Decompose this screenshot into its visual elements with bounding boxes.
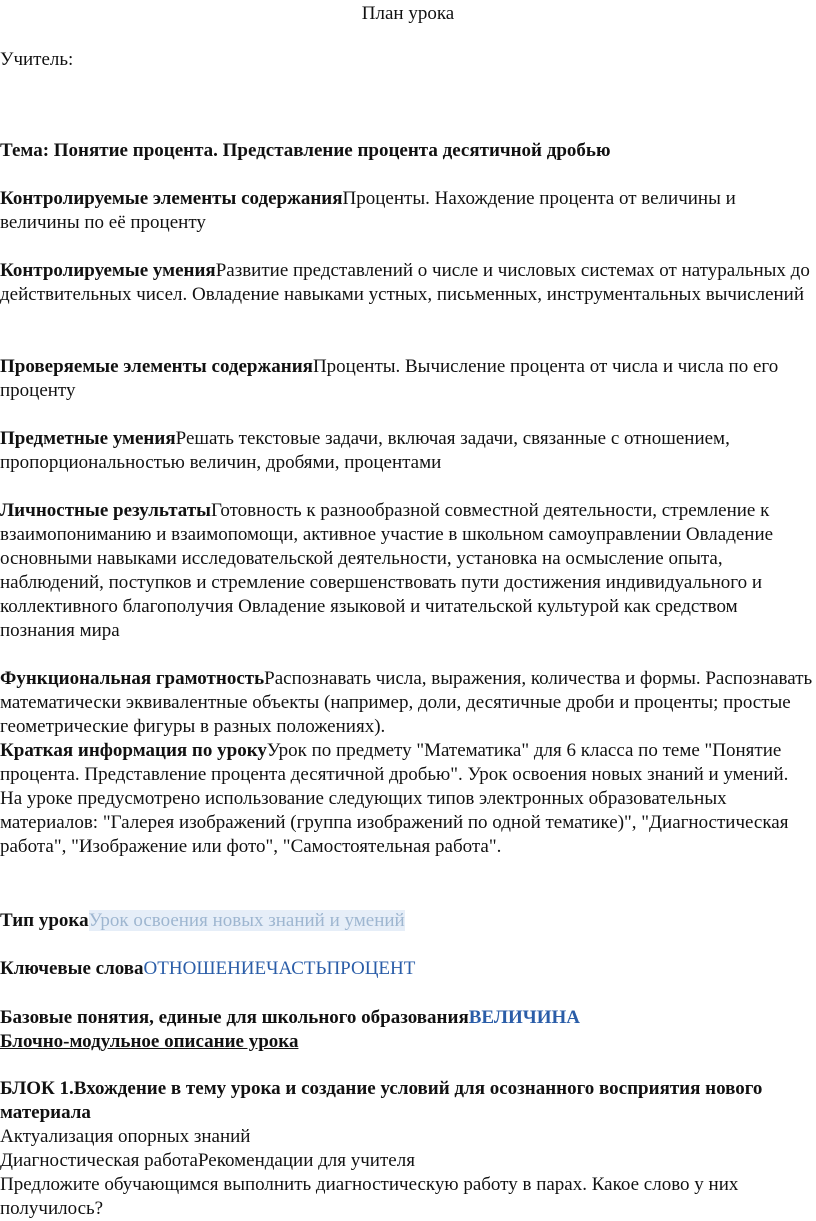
module-heading-text: Блочно-модульное описание урока — [0, 1031, 299, 1052]
checked-elements-text: Проценты. Вычисление процента от числа и числа по его проценту — [0, 356, 779, 401]
functional-literacy — [0, 667, 814, 739]
keywords-text: ОТНОШЕНИЕЧАСТЬПРОЦЕНТ — [143, 958, 416, 979]
block1-heading — [0, 1077, 814, 1125]
brief-info-text: Урок по предмету "Математика" для 6 класса по теме "Понятие процента. Представление процента десятичной дробью". Урок освоения новых знаний и умений. На уроке предусмотрено использование следующих типов электронных образовательных материалов: "Галерея изображений (группа изображений по одной тематике)", "Диагностическая работа", "Изображение или фото", "Самостоятельная работа". — [0, 740, 789, 857]
personal-results-label: Личностные результаты — [0, 500, 211, 521]
topic-text: Тема: Понятие процента. Представление процента десятичной дробью — [0, 140, 611, 161]
controlled-skills-label: Контролируемые умения — [0, 260, 216, 281]
block1-sub2 — [0, 1149, 814, 1173]
personal-results — [0, 499, 814, 643]
controlled-elements-text: Проценты. Нахождение процента от величины и величины по её проценту — [0, 188, 736, 233]
brief-info-label: Краткая информация по уроку — [0, 740, 267, 761]
checked-elements — [0, 355, 814, 403]
base-concepts-label: Базовые понятия, единые для школьного образования — [0, 1007, 469, 1028]
document-title: План урока — [361, 3, 455, 24]
lesson-type — [0, 909, 814, 933]
lesson-type-text: Урок освоения новых знаний и умений — [88, 910, 405, 931]
keywords-label: Ключевые слова — [0, 958, 144, 979]
block1-sub2-a: Диагностическая работа — [0, 1150, 198, 1171]
keywords — [0, 957, 814, 981]
functional-literacy-label: Функциональная грамотность — [0, 668, 265, 689]
block1-sub2-b: Рекомендации для учителя — [197, 1150, 415, 1171]
controlled-elements-label: Контролируемые элементы содержания — [0, 188, 343, 209]
checked-elements-label: Проверяемые элементы содержания — [0, 356, 313, 377]
personal-results-text: Готовность к разнообразной совместной деятельности, стремление к взаимопониманию и взаимопомощи, активное участие в школьном самоуправлении Овладение основными навыками исследовательской деятельности, установка на осмысление опыта, наблюдений, поступков и стремление совершенствовать пути достижения индивидуального и коллективного благополучия Овладение языковой и читательской культурой как средством познания мира — [0, 500, 774, 641]
brief-info — [0, 739, 814, 859]
block1-sub1: Актуализация опорных знаний — [0, 1126, 251, 1147]
controlled-elements — [0, 187, 814, 235]
base-concepts — [0, 1006, 814, 1030]
teacher-label: Учитель: — [0, 49, 74, 70]
block1-heading-text: БЛОК 1.Вхождение в тему урока и создание условий для осознанного восприятия нового материала — [0, 1078, 763, 1123]
block1-instruction: Предложите обучающимся выполнить диагностическую работу в парах. Какое слово у них получилось? — [0, 1174, 739, 1219]
controlled-skills — [0, 259, 814, 307]
lesson-type-label: Тип урока — [0, 910, 89, 931]
subject-skills-text: Решать текстовые задачи, включая задачи, связанные с отношением, пропорциональностью величин, дробями, процентами — [0, 428, 730, 473]
controlled-skills-text: Развитие представлений о числе и числовых системах от натуральных до действительных чисел. Овладение навыками устных, письменных, инструментальных вычислений — [0, 260, 810, 305]
base-concepts-text: ВЕЛИЧИНА — [468, 1007, 580, 1028]
subject-skills-label: Предметные умения — [0, 428, 176, 449]
functional-literacy-text: Распознавать числа, выражения, количества и формы. Распознавать математически эквивалентные объекты (например, доли, десятичные дроби и проценты; простые геометрические фигуры в разных положениях). — [0, 668, 813, 737]
module-heading — [0, 1030, 814, 1054]
topic-line — [0, 139, 814, 163]
subject-skills — [0, 427, 814, 475]
